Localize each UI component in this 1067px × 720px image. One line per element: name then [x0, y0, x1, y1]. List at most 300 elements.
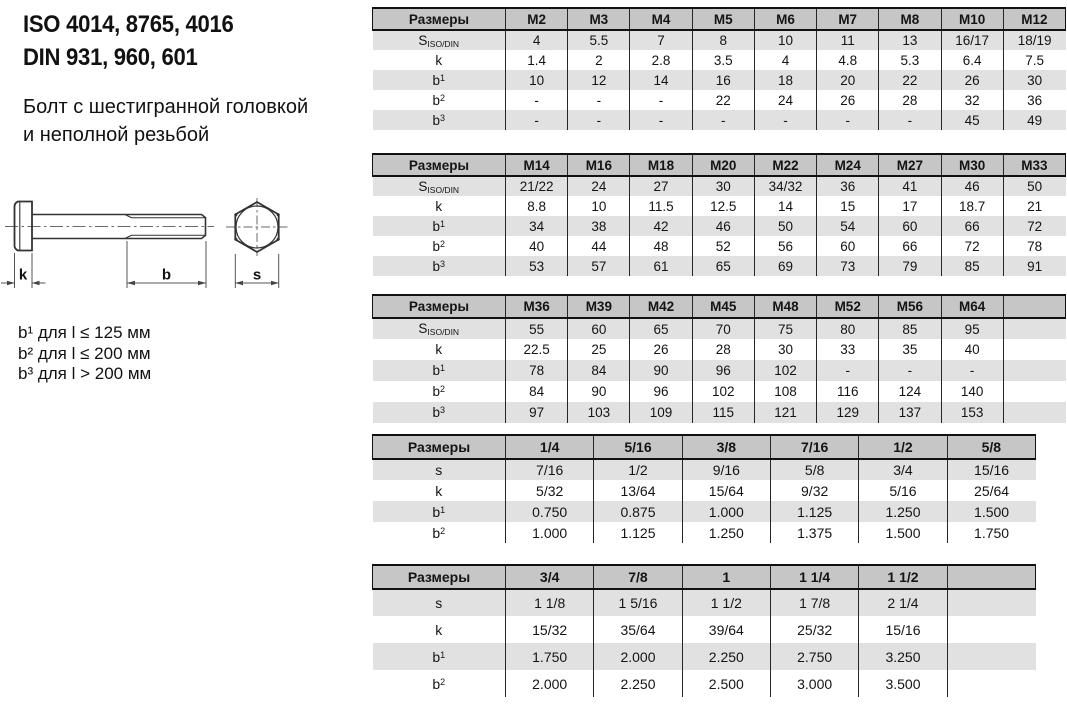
row-label: k [435, 198, 443, 214]
table-metric-m14-m33 [372, 153, 1066, 276]
row-label-superscript: 3 [440, 258, 446, 269]
value-cell: 12.5 [692, 196, 754, 216]
size-column-header: M64 [941, 295, 1003, 318]
value-cell: 115 [692, 402, 754, 423]
value-cell: 26 [817, 90, 879, 110]
dim-label-s: s [252, 266, 262, 284]
value-cell: 1.375 [770, 522, 858, 543]
row-label: $b^3$ [432, 258, 446, 274]
data-row [373, 339, 1066, 360]
value-cell: 16 [692, 70, 754, 90]
row-label: $b^1$ [432, 363, 446, 378]
value-cell: - [506, 110, 568, 130]
row-label: $b^2$ [432, 238, 446, 254]
data-row [373, 360, 1066, 381]
value-cell: 84 [506, 381, 568, 402]
table-inch-1-4-to-5-8 [372, 434, 1036, 543]
value-cell: 102 [754, 360, 816, 381]
dimension-tables-panel [372, 0, 1067, 697]
size-column-header: M33 [1003, 154, 1065, 176]
value-cell: 32 [941, 90, 1003, 110]
value-cell: 1.125 [770, 501, 858, 522]
value-cell: 4 [506, 30, 568, 50]
empty-cell [1003, 318, 1065, 339]
value-cell: 5.3 [879, 50, 941, 70]
size-column-header: M12 [1003, 8, 1065, 30]
dimensions-header: Размеры [373, 8, 506, 30]
value-cell: 5/32 [506, 480, 594, 501]
dimensions-header: Размеры [373, 435, 506, 459]
size-column-header: M3 [568, 8, 630, 30]
empty-cell [1003, 402, 1065, 423]
size-column-header: M16 [568, 154, 630, 176]
value-cell: 4.8 [817, 50, 879, 70]
value-cell: 116 [817, 381, 879, 402]
size-column-header: M52 [817, 295, 879, 318]
value-cell: 80 [817, 318, 879, 339]
value-cell: 30 [1003, 70, 1065, 90]
size-column-header: 7/8 [594, 565, 682, 589]
header-row [373, 295, 1066, 318]
value-cell: 1.750 [506, 643, 594, 670]
value-cell: - [692, 110, 754, 130]
dimensions-header: Размеры [373, 295, 506, 318]
value-cell: 2.000 [506, 670, 594, 697]
value-cell: 15 [817, 196, 879, 216]
value-cell: 5/8 [770, 459, 858, 480]
value-cell: 18.7 [941, 196, 1003, 216]
data-row [373, 501, 1036, 522]
value-cell: 15/64 [682, 480, 770, 501]
value-cell: 34 [506, 216, 568, 236]
value-cell: 60 [817, 236, 879, 256]
data-row [373, 459, 1036, 480]
value-cell: - [941, 360, 1003, 381]
value-cell: 15/16 [947, 459, 1035, 480]
value-cell: 1.125 [594, 522, 682, 543]
value-cell: 57 [568, 256, 630, 276]
value-cell: 1.000 [506, 522, 594, 543]
row-label-superscript: 2 [440, 92, 446, 103]
value-cell: 1.250 [859, 501, 947, 522]
size-column-header: M39 [568, 295, 630, 318]
value-cell: 97 [506, 402, 568, 423]
value-cell: 8.8 [506, 196, 568, 216]
row-label: k [435, 482, 443, 499]
value-cell: 5.5 [568, 30, 630, 50]
table-metric-m36-m64 [372, 294, 1066, 423]
value-cell: 96 [630, 381, 692, 402]
value-cell: 3.250 [859, 643, 947, 670]
row-label-superscript: 3 [440, 112, 446, 123]
value-cell: 61 [630, 256, 692, 276]
value-cell: 46 [941, 176, 1003, 196]
row-label: k [435, 342, 443, 357]
size-column-header: 1/2 [859, 435, 947, 459]
value-cell: 1.000 [682, 501, 770, 522]
value-cell: 124 [879, 381, 941, 402]
value-cell: 96 [692, 360, 754, 381]
row-label-superscript: 3 [440, 405, 446, 415]
value-cell: 13/64 [594, 480, 682, 501]
row-label: $b^2$ [432, 524, 446, 541]
value-cell: 4 [754, 50, 816, 70]
value-cell: 35 [879, 339, 941, 360]
value-cell: 91 [1003, 256, 1065, 276]
value-cell: 25/32 [770, 616, 858, 643]
row-label-superscript: 1 [440, 504, 446, 515]
value-cell: 21/22 [506, 176, 568, 196]
value-cell: 14 [630, 70, 692, 90]
value-cell: 15/32 [506, 616, 594, 643]
dimensions-header: Размеры [373, 154, 506, 176]
empty-cell [947, 670, 1035, 697]
value-cell: 25/64 [947, 480, 1035, 501]
row-label-superscript: 1 [440, 72, 446, 83]
subtitle-line-1: Болт с шестигранной головкой [23, 96, 309, 118]
value-cell: 2.250 [594, 670, 682, 697]
value-cell: 84 [568, 360, 630, 381]
size-column-header: M24 [817, 154, 879, 176]
size-column-header: M42 [630, 295, 692, 318]
value-cell: 60 [879, 216, 941, 236]
bolt-side-view [5, 202, 214, 251]
value-cell: 26 [941, 70, 1003, 90]
value-cell: 85 [941, 256, 1003, 276]
size-column-header: 3/8 [682, 435, 770, 459]
empty-column-header [947, 565, 1035, 589]
value-cell: 1 7/8 [770, 589, 858, 616]
size-column-header: M6 [754, 8, 816, 30]
value-cell: 49 [1003, 110, 1065, 130]
row-label: $S_{ISO/DIN}$ [418, 321, 460, 337]
row-label-superscript: 1 [440, 218, 446, 229]
bolt-end-view [226, 198, 288, 256]
data-row [373, 90, 1066, 110]
empty-cell [1003, 339, 1065, 360]
subtitle-line-2: и неполной резьбой [23, 124, 210, 146]
page-subtitle [23, 93, 308, 149]
value-cell: 1.250 [682, 522, 770, 543]
value-cell: 10 [754, 30, 816, 50]
row-label-superscript: 1 [440, 363, 446, 373]
data-row [373, 589, 1036, 616]
size-column-header: M56 [879, 295, 941, 318]
value-cell: 10 [506, 70, 568, 90]
dimensions-header: Размеры [373, 565, 506, 589]
data-row [373, 670, 1036, 697]
value-cell: 3.000 [770, 670, 858, 697]
value-cell: 103 [568, 402, 630, 423]
size-column-header: 1/4 [506, 435, 594, 459]
thread-length-notes [18, 323, 151, 385]
row-label: $b^2$ [432, 384, 446, 399]
value-cell: 3/4 [859, 459, 947, 480]
dim-label-k: k [18, 266, 28, 284]
value-cell: 2 [568, 50, 630, 70]
value-cell: 18/19 [1003, 30, 1065, 50]
header-row [373, 154, 1066, 176]
header-row [373, 8, 1066, 30]
value-cell: - [568, 90, 630, 110]
value-cell: 2.750 [770, 643, 858, 670]
value-cell: 25 [568, 339, 630, 360]
value-cell: 75 [754, 318, 816, 339]
row-label-subscript: ISO/DIN [427, 38, 460, 49]
note-b3: b³ для l > 200 мм [18, 364, 152, 383]
value-cell: 9/16 [682, 459, 770, 480]
row-label: $b^1$ [432, 648, 446, 665]
value-cell: - [630, 110, 692, 130]
size-column-header: M7 [817, 8, 879, 30]
value-cell: 56 [754, 236, 816, 256]
data-row [373, 196, 1066, 216]
value-cell: 95 [941, 318, 1003, 339]
value-cell: 6.4 [941, 50, 1003, 70]
table-inch-3-4-to-1-1-2 [372, 564, 1036, 697]
value-cell: 72 [941, 236, 1003, 256]
header-row [373, 435, 1036, 459]
value-cell: - [817, 360, 879, 381]
size-column-header: 1 [682, 565, 770, 589]
value-cell: 22 [879, 70, 941, 90]
value-cell: 30 [692, 176, 754, 196]
value-cell: 26 [630, 339, 692, 360]
empty-cell [947, 589, 1035, 616]
value-cell: 7 [630, 30, 692, 50]
value-cell: 137 [879, 402, 941, 423]
value-cell: 12 [568, 70, 630, 90]
value-cell: 14 [754, 196, 816, 216]
header-row [373, 565, 1036, 589]
value-cell: 78 [1003, 236, 1065, 256]
value-cell: 79 [879, 256, 941, 276]
dim-label-b: b [161, 266, 172, 284]
row-label-superscript: 1 [440, 649, 446, 660]
value-cell: 1/2 [594, 459, 682, 480]
value-cell: 66 [941, 216, 1003, 236]
size-column-header: M18 [630, 154, 692, 176]
empty-column-header [1003, 295, 1065, 318]
value-cell: 2.000 [594, 643, 682, 670]
value-cell: 2.8 [630, 50, 692, 70]
value-cell: 55 [506, 318, 568, 339]
value-cell: 65 [630, 318, 692, 339]
value-cell: 1 1/2 [682, 589, 770, 616]
value-cell: 24 [568, 176, 630, 196]
value-cell: 28 [692, 339, 754, 360]
data-row [373, 30, 1066, 50]
value-cell: 33 [817, 339, 879, 360]
value-cell: 3.500 [859, 670, 947, 697]
row-label-superscript: 2 [440, 384, 446, 394]
value-cell: 54 [817, 216, 879, 236]
value-cell: - [879, 110, 941, 130]
size-column-header: 7/16 [770, 435, 858, 459]
data-row [373, 216, 1066, 236]
value-cell: 0.875 [594, 501, 682, 522]
row-label-subscript: ISO/DIN [427, 327, 460, 337]
row-label-superscript: 2 [440, 525, 446, 536]
row-label: s [435, 595, 443, 611]
value-cell: - [506, 90, 568, 110]
value-cell: 121 [754, 402, 816, 423]
size-column-header: 5/8 [947, 435, 1035, 459]
value-cell: 35/64 [594, 616, 682, 643]
row-label: $b^3$ [432, 112, 446, 128]
value-cell: 44 [568, 236, 630, 256]
row-label: $b^1$ [432, 218, 446, 234]
value-cell: 30 [754, 339, 816, 360]
size-column-header: M5 [692, 8, 754, 30]
size-column-header: 1 1/4 [770, 565, 858, 589]
value-cell: 78 [506, 360, 568, 381]
value-cell: 18 [754, 70, 816, 90]
value-cell: 7.5 [1003, 50, 1065, 70]
value-cell: 52 [692, 236, 754, 256]
value-cell: 90 [568, 381, 630, 402]
value-cell: 22 [692, 90, 754, 110]
row-label: s [435, 462, 443, 478]
size-column-header: 1 1/2 [859, 565, 947, 589]
value-cell: 109 [630, 402, 692, 423]
row-label: k [435, 52, 443, 68]
value-cell: 1.4 [506, 50, 568, 70]
value-cell: 2.250 [682, 643, 770, 670]
size-column-header: 5/16 [594, 435, 682, 459]
value-cell: 65 [692, 256, 754, 276]
value-cell: 8 [692, 30, 754, 50]
value-cell: 0.750 [506, 501, 594, 522]
row-label: $b^3$ [432, 405, 446, 420]
value-cell: 17 [879, 196, 941, 216]
value-cell: 38 [568, 216, 630, 236]
dimension-labels [19, 267, 261, 284]
size-column-header: M22 [754, 154, 816, 176]
row-label: $S_{ISO/DIN}$ [418, 178, 460, 195]
value-cell: - [879, 360, 941, 381]
value-cell: 102 [692, 381, 754, 402]
value-cell: 22.5 [506, 339, 568, 360]
value-cell: 1.750 [947, 522, 1035, 543]
value-cell: 69 [754, 256, 816, 276]
value-cell: 153 [941, 402, 1003, 423]
data-row [373, 176, 1066, 196]
size-column-header: M8 [879, 8, 941, 30]
value-cell: 73 [817, 256, 879, 276]
value-cell: 90 [630, 360, 692, 381]
row-label: $b^1$ [432, 503, 446, 520]
value-cell: 11 [817, 30, 879, 50]
value-cell: 50 [754, 216, 816, 236]
data-row [373, 110, 1066, 130]
value-cell: 41 [879, 176, 941, 196]
value-cell: 11.5 [630, 196, 692, 216]
value-cell: 3.5 [692, 50, 754, 70]
size-column-header: M14 [506, 154, 568, 176]
value-cell: 42 [630, 216, 692, 236]
value-cell: 9/32 [770, 480, 858, 501]
value-cell: 129 [817, 402, 879, 423]
value-cell: 1 1/8 [506, 589, 594, 616]
row-label: $b^2$ [432, 675, 446, 692]
note-b2: b² для l ≤ 200 мм [18, 343, 151, 363]
value-cell: 24 [754, 90, 816, 110]
value-cell: 140 [941, 381, 1003, 402]
value-cell: 66 [879, 236, 941, 256]
size-column-header: M2 [506, 8, 568, 30]
row-label: k [435, 621, 443, 638]
row-label: $S_{ISO/DIN}$ [418, 32, 460, 49]
size-column-header: M27 [879, 154, 941, 176]
note-b1: b¹ для l ≤ 125 мм [18, 323, 151, 342]
value-cell: 1.500 [947, 501, 1035, 522]
value-cell: - [754, 110, 816, 130]
row-label: $b^1$ [432, 72, 446, 88]
row-label: $b^2$ [432, 92, 446, 108]
empty-cell [947, 643, 1035, 670]
data-row [373, 236, 1066, 256]
bolt-technical-drawing [0, 183, 310, 313]
row-label-superscript: 2 [440, 676, 446, 687]
data-row [373, 256, 1066, 276]
dimension-annotations [1, 241, 279, 288]
value-cell: - [817, 110, 879, 130]
value-cell: 34/32 [754, 176, 816, 196]
size-column-header: M20 [692, 154, 754, 176]
value-cell: 39/64 [682, 616, 770, 643]
size-column-header: M36 [506, 295, 568, 318]
page-title [23, 8, 234, 74]
value-cell: 45 [941, 110, 1003, 130]
value-cell: 10 [568, 196, 630, 216]
value-cell: 21 [1003, 196, 1065, 216]
value-cell: 70 [692, 318, 754, 339]
data-row [373, 70, 1066, 90]
title-din-line: DIN 931, 960, 601 [23, 44, 198, 71]
value-cell: 48 [630, 236, 692, 256]
value-cell: 16/17 [941, 30, 1003, 50]
row-label-superscript: 2 [440, 238, 446, 249]
value-cell: 28 [879, 90, 941, 110]
size-column-header: M48 [754, 295, 816, 318]
row-label-subscript: ISO/DIN [427, 184, 460, 195]
size-column-header: M45 [692, 295, 754, 318]
empty-cell [1003, 381, 1065, 402]
value-cell: - [630, 90, 692, 110]
size-column-header: M4 [630, 8, 692, 30]
value-cell: 108 [754, 381, 816, 402]
value-cell: 36 [1003, 90, 1065, 110]
data-row [373, 50, 1066, 70]
data-row [373, 522, 1036, 543]
value-cell: 40 [941, 339, 1003, 360]
value-cell: 13 [879, 30, 941, 50]
value-cell: 15/16 [859, 616, 947, 643]
value-cell: 7/16 [506, 459, 594, 480]
value-cell: 5/16 [859, 480, 947, 501]
empty-cell [947, 616, 1035, 643]
value-cell: 1.500 [859, 522, 947, 543]
value-cell: 46 [692, 216, 754, 236]
left-panel [0, 0, 372, 720]
data-row [373, 318, 1066, 339]
value-cell: 53 [506, 256, 568, 276]
empty-cell [1003, 360, 1065, 381]
value-cell: 20 [817, 70, 879, 90]
value-cell: 1 5/16 [594, 589, 682, 616]
value-cell: 50 [1003, 176, 1065, 196]
